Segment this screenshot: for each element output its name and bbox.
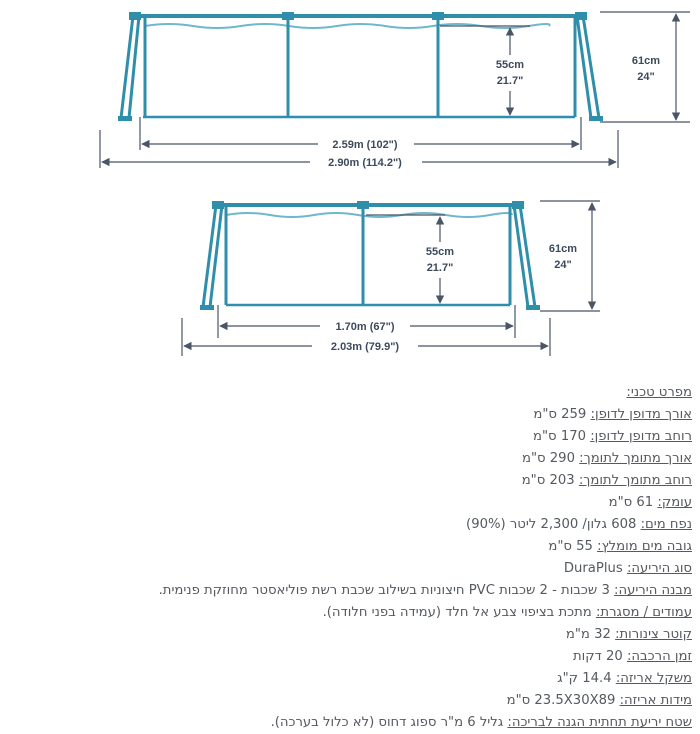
spec-value: 61 ס"מ — [608, 495, 658, 510]
spec-label: סוג היריעה: — [626, 561, 692, 576]
spec-row — [0, 690, 692, 712]
spec-value: 23.5X30X89 ס"מ — [506, 693, 620, 708]
spec-title-line — [0, 382, 692, 404]
spec-row — [0, 514, 692, 536]
spec-value: 14.4 ק"ג — [557, 671, 616, 686]
small-inner-length-label: 1.70m (67") — [335, 321, 395, 333]
spec-title: מפרט טכני: — [626, 385, 692, 400]
spec-label: עומק: — [657, 495, 692, 510]
spec-row — [0, 492, 692, 514]
spec-label: אורך מתומך לתומך: — [579, 451, 692, 466]
spec-row — [0, 558, 692, 580]
spec-row — [0, 646, 692, 668]
spec-row — [0, 580, 692, 602]
large-pool-height-in: 24" — [637, 71, 655, 83]
spec-value: 259 ס"מ — [533, 407, 591, 422]
spec-value: מתכת בציפוי צבע אל חלד (עמידה בפני חלודה). — [322, 605, 596, 620]
spec-row — [0, 404, 692, 426]
spec-value: 3 שכבות - 2 שכבות PVC חיצוניות בשילוב שכבת רשת פוליאסטר מחוזקת פנימית. — [158, 583, 615, 598]
spec-row — [0, 668, 692, 690]
spec-value: 32 מ"מ — [565, 627, 616, 642]
small-outer-length-label: 2.03m (79.9") — [330, 341, 400, 353]
spec-label: קוטר צינורות: — [615, 627, 692, 642]
spec-label: רוחב מתומך לתומך: — [578, 473, 692, 488]
spec-value: 55 ס"מ — [548, 539, 598, 554]
spec-label: גובה מים מומלץ: — [597, 539, 692, 554]
spec-value: 290 ס"מ — [522, 451, 580, 466]
small-water-height-in: 21.7" — [426, 262, 454, 274]
spec-label: אורך מדופן לדופן: — [590, 407, 692, 422]
spec-row — [0, 536, 692, 558]
large-pool-drawing — [100, 12, 690, 170]
spec-label: עמודים / מסגרת: — [595, 605, 692, 620]
spec-label: נפח מים: — [640, 517, 692, 532]
large-pool-height-cm: 61cm — [631, 55, 661, 67]
spec-label: משקל אריזה: — [615, 671, 692, 686]
large-water-height-cm: 55cm — [495, 59, 525, 71]
small-pool-drawing — [182, 201, 600, 356]
spec-label: מידות אריזה: — [619, 693, 692, 708]
spec-value: DuraPlus — [563, 561, 627, 576]
spec-label: רוחב מדופן לדופן: — [590, 429, 692, 444]
spec-list — [0, 382, 692, 734]
large-outer-length-label: 2.90m (114.2") — [328, 157, 402, 169]
spec-value: גליל 6 מ"ר ספוג דחוס (לא כלול בערכה). — [270, 715, 508, 730]
small-water-height-cm: 55cm — [425, 246, 455, 258]
spec-row — [0, 470, 692, 492]
spec-row — [0, 624, 692, 646]
spec-row — [0, 426, 692, 448]
spec-value: 203 ס"מ — [521, 473, 579, 488]
small-pool-frame — [200, 201, 540, 310]
spec-value: 608 גלון/ 2,300 ליטר (90%) — [466, 517, 641, 532]
spec-value: 170 ס"מ — [533, 429, 591, 444]
small-pool-height-cm: 61cm — [548, 243, 578, 255]
spec-row — [0, 448, 692, 470]
small-pool-height-in: 24" — [554, 259, 572, 271]
large-inner-length-label: 2.59m (102") — [332, 139, 398, 151]
spec-row — [0, 712, 692, 734]
spec-value: 20 דקות — [572, 649, 627, 664]
spec-row — [0, 602, 692, 624]
spec-label: זמן הרכבה: — [626, 649, 692, 664]
spec-label: מבנה היריעה: — [614, 583, 692, 598]
spec-label: שטח יריעת תחתית הגנה לבריכה: — [507, 715, 692, 730]
large-water-height-in: 21.7" — [496, 75, 524, 87]
